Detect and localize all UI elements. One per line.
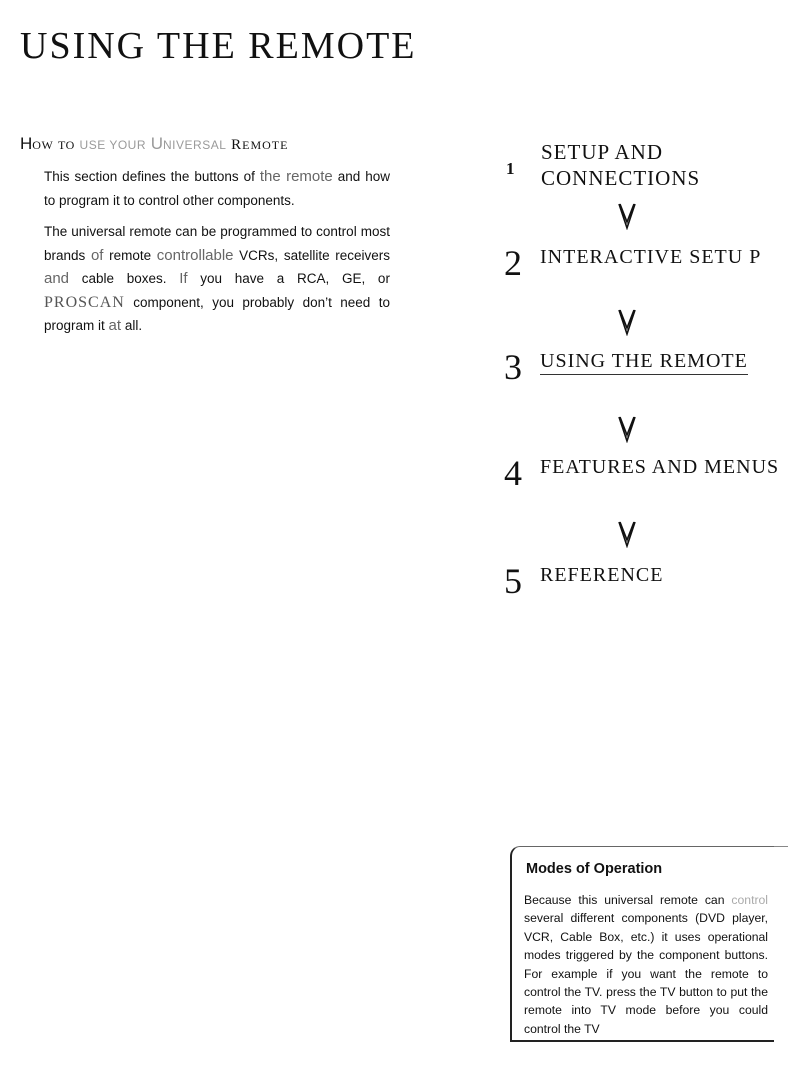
heading-ow: OW bbox=[32, 138, 54, 152]
chapter-title: FEATURES AND MENUS bbox=[540, 456, 780, 478]
para2-text-2: of bbox=[90, 246, 104, 264]
page-title: USING THE REMOTE bbox=[20, 25, 417, 67]
chapter-number: 3 bbox=[504, 347, 522, 387]
chevron-down-icon bbox=[617, 520, 637, 548]
modes-of-operation-box bbox=[510, 846, 774, 1042]
para2-text-13: all. bbox=[124, 318, 143, 333]
chapter-title: REFERENCE bbox=[540, 564, 664, 586]
modes-title: Modes of Operation bbox=[526, 861, 663, 877]
intro-paragraph bbox=[44, 165, 390, 212]
para2-text-3: remote bbox=[109, 247, 152, 263]
para2-text-4: controllable bbox=[156, 246, 234, 264]
para2-text-7: cable boxes. bbox=[81, 271, 167, 286]
para2-text-6: and bbox=[44, 270, 70, 287]
para2-text-1: The universal remote can be programmed to control most brands bbox=[44, 224, 390, 263]
para1-text-1: This section defines the buttons of bbox=[44, 169, 255, 184]
heading-r: R bbox=[231, 137, 243, 153]
para2-text-12: at bbox=[108, 317, 122, 334]
chapter-title-line-2: CONNECTIONS bbox=[541, 166, 701, 190]
chapter-title bbox=[541, 139, 700, 191]
heading-to: TO bbox=[58, 138, 75, 152]
para2-text-9: you have a RCA, GE, or bbox=[200, 271, 390, 286]
modes-text-faint: control bbox=[731, 893, 769, 907]
para2-text-5: VCRs, satellite receivers bbox=[239, 247, 390, 263]
chevron-down-icon bbox=[617, 202, 637, 230]
heading-u: U bbox=[150, 134, 164, 153]
chapter-number: 1 bbox=[506, 159, 515, 178]
heading-niversal: NIVERSAL bbox=[163, 138, 227, 152]
chapter-number: 5 bbox=[504, 561, 522, 601]
chapter-number: 2 bbox=[504, 243, 522, 283]
heading-h: H bbox=[20, 134, 33, 153]
para2-text-8: If bbox=[179, 270, 188, 287]
section-heading bbox=[20, 134, 288, 154]
modes-text bbox=[524, 891, 768, 1038]
chevron-down-icon bbox=[617, 308, 637, 336]
para2-text-11: component, you probably don’t need to program it bbox=[44, 294, 390, 333]
modes-text-rest: several different components (DVD player, VCR, Cable Box, etc.) it uses operational modes triggered by the component buttons. For example if you want the remote to control the TV. press the TV button to put the remote into TV mode before you could control the TV bbox=[524, 911, 768, 1036]
modes-text-main: Because this universal remote can bbox=[524, 893, 725, 907]
para1-text-2: the remote bbox=[259, 168, 333, 185]
para1-text-3: and how to program it to control other components. bbox=[44, 169, 390, 208]
heading-use-your: USE YOUR bbox=[79, 138, 146, 152]
chapter-title-current: USING THE REMOTE bbox=[540, 350, 748, 375]
proscan-brand: PROSCAN bbox=[44, 293, 125, 311]
programming-paragraph bbox=[44, 220, 390, 338]
chapter-title-line-1: SETUP AND bbox=[541, 140, 663, 164]
chapter-number: 4 bbox=[504, 453, 522, 493]
chevron-down-icon bbox=[617, 415, 637, 443]
chapter-title: INTERACTIVE SETU P bbox=[540, 246, 762, 268]
heading-emote: EMOTE bbox=[242, 138, 289, 152]
